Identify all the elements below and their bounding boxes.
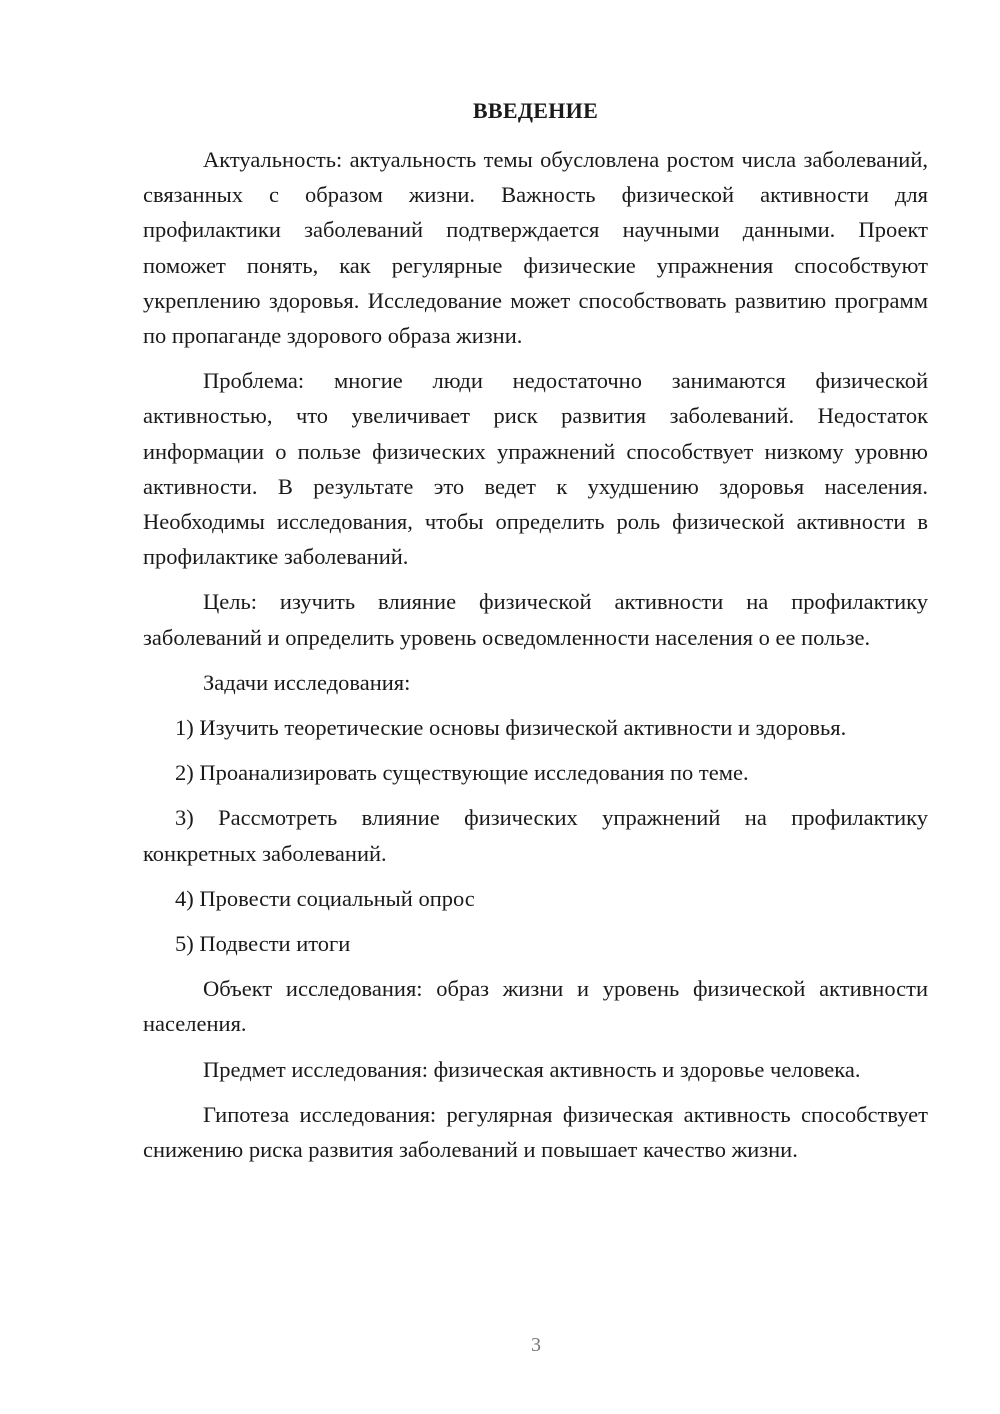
relevance-paragraph: Актуальность: актуальность темы обусловлена ростом числа заболеваний, связанных с образом жизни. Важность физической активности для профилактики заболеваний подтверждается научными данными. Проект поможет понять, как регулярные физические упражнения способствуют укреплению здоровья. Исследование может способствовать развитию программ по пропаганде здорового образа жизни. bbox=[143, 147, 928, 349]
tasks-heading: Задачи исследования: bbox=[203, 669, 411, 695]
problem-paragraph: Проблема: многие люди недостаточно занимаются физической активностью, что увеличивает риск развития заболеваний. Недостаток информации о пользе физических упражнений способствует низкому уровню активности. В результате это ведет к ухудшению здоровья населения. Необходимы исследования, чтобы определить роль физической активности в профилактике заболеваний. bbox=[143, 368, 928, 570]
subject-paragraph: Предмет исследования: физическая активность и здоровье человека. bbox=[203, 1056, 861, 1082]
page-number: 3 bbox=[531, 1334, 541, 1356]
hypothesis-paragraph: Гипотеза исследования: регулярная физическая активность способствует снижению риска развития заболеваний и повышает качество жизни. bbox=[143, 1101, 928, 1163]
object-paragraph: Объект исследования: образ жизни и уровень физической активности населения. bbox=[143, 976, 928, 1037]
goal-paragraph: Цель: изучить влияние физической активности на профилактику заболеваний и определить уровень осведомленности населения о ее пользе. bbox=[143, 589, 928, 650]
task-item-3: 3) Рассмотреть влияние физических упражнений на профилактику конкретных заболеваний. bbox=[143, 805, 928, 866]
task-item-5: 5) Подвести итоги bbox=[175, 931, 351, 957]
task-item-1: 1) Изучить теоретические основы физической активности и здоровья. bbox=[175, 715, 847, 741]
task-item-2: 2) Проанализировать существующие исследования по теме. bbox=[175, 760, 749, 786]
page-title: ВВЕДЕНИЕ bbox=[472, 98, 599, 123]
document-page bbox=[143, 94, 928, 1177]
task-item-4: 4) Провести социальный опрос bbox=[175, 885, 475, 911]
